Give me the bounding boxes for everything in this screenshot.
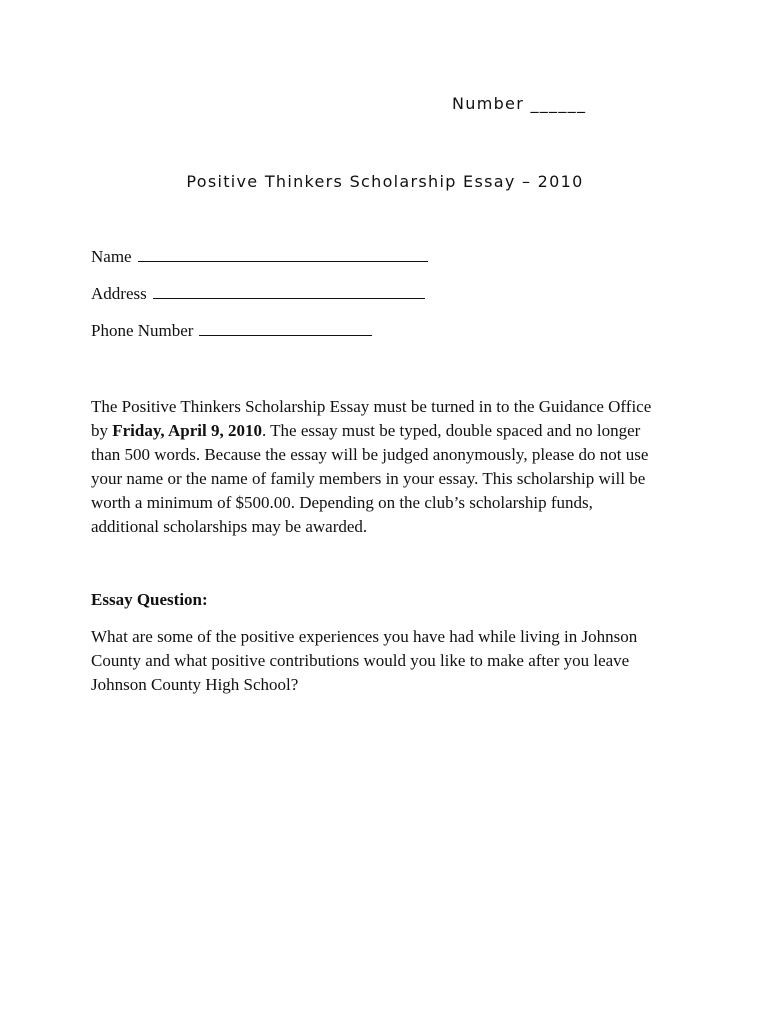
question-line: County and what positive contributions would you like to make after you leave xyxy=(91,651,630,670)
phone-label: Phone Number xyxy=(91,321,194,340)
address-label: Address xyxy=(91,284,147,303)
name-field xyxy=(91,246,428,267)
essay-question-heading: Essay Question: xyxy=(91,590,208,609)
question-line: What are some of the positive experiences you have had while living in Johnson xyxy=(91,627,638,646)
instructions-line: additional scholarships may be awarded. xyxy=(91,517,368,536)
instructions-line: than 500 words. Because the essay will be judged anonymously, please do not use xyxy=(91,445,649,464)
number-field xyxy=(452,94,586,113)
due-date: Friday, April 9, 2010 xyxy=(112,421,262,440)
question-line: Johnson County High School? xyxy=(91,675,299,694)
phone-blank-line[interactable] xyxy=(199,320,372,336)
phone-field xyxy=(91,320,372,341)
instructions-line xyxy=(91,419,691,443)
name-label: Name xyxy=(91,247,132,266)
number-label: Number ______ xyxy=(452,94,587,113)
instructions-line: worth a minimum of $500.00. Depending on the club’s scholarship funds, xyxy=(91,493,593,512)
instructions-paragraph xyxy=(91,395,691,539)
address-field xyxy=(91,283,425,304)
page-title: Positive Thinkers Scholarship Essay – 2010 xyxy=(186,172,584,191)
name-blank-line[interactable] xyxy=(138,246,428,262)
instructions-line-rest: . The essay must be typed, double spaced and no longer xyxy=(261,421,641,440)
instructions-line: The Positive Thinkers Scholarship Essay must be turned in to the Guidance Office xyxy=(91,397,652,416)
essay-question-text xyxy=(91,625,691,697)
instructions-line: your name or the name of family members in your essay. This scholarship will be xyxy=(91,469,646,488)
address-blank-line[interactable] xyxy=(153,283,425,299)
instructions-line-prefix: by xyxy=(91,421,113,440)
